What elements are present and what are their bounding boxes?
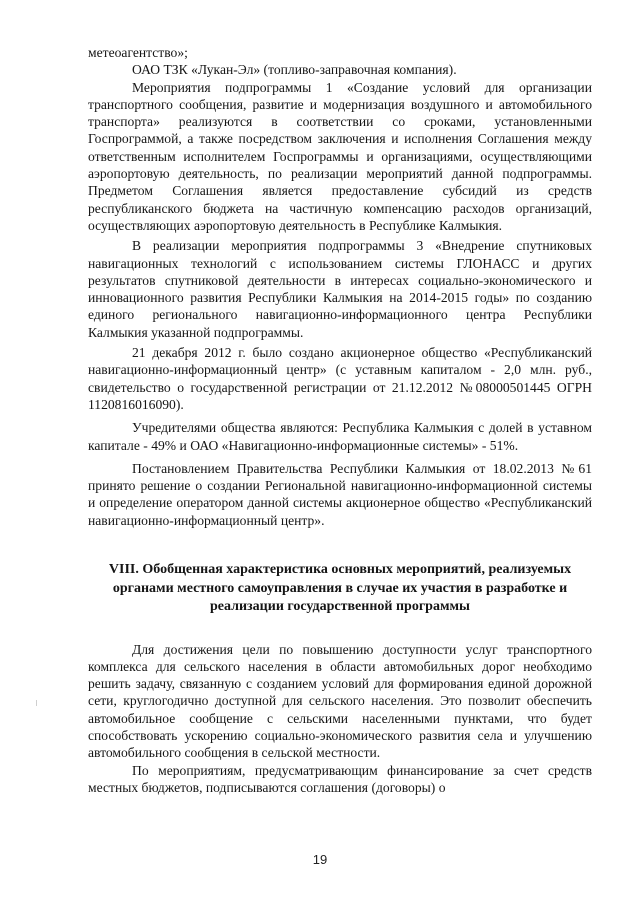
scan-margin-mark bbox=[36, 700, 37, 706]
section-paragraph-2: По мероприятиям, предусматривающим финансирование за счет средств местных бюджетов, подписываются соглашения (договоры) о bbox=[88, 762, 592, 795]
document-body bbox=[88, 44, 592, 796]
paragraph-2: ОАО ТЗК «Лукан-Эл» (топливо-заправочная компания). bbox=[132, 62, 457, 78]
section-paragraph-1: Для достижения цели по повышению доступности услуг транспортного комплекса для сельского населения в области автомобильных дорог необходимо решить задачу, связанную с созданием условий для формирования единой дорожной сети, круглогодично доступной для сельского населения. Это позволит обеспечить автомобильное сообщение с сельскими населенными пунктами, что будет способствовать ускорению социально-экономического развития села и улучшению автомобильного сообщения в сельской местности. bbox=[88, 641, 592, 761]
page-number: 19 bbox=[312, 852, 328, 867]
paragraph-1: метеоагентство»; bbox=[88, 45, 188, 60]
paragraph-7: Постановлением Правительства Республики Калмыкия от 18.02.2013 №61 принято решение о создании Региональной навигационно-информационной системы и определение оператором данной системы акционерное общество «Республиканский навигационно-информационный центр». bbox=[88, 460, 592, 528]
paragraph-6: Учредителями общества являются: Республика Калмыкия с долей в уставном капитале - 49% и ОАО «Навигационно-информационные системы» - 51%. bbox=[88, 420, 592, 453]
section-heading: VIII. Обобщенная характеристика основных мероприятий, реализуемых органами местного самоуправления в случае их участия в разработке и реализации государственной программы bbox=[108, 562, 572, 615]
paragraph-5: 21 декабря 2012 г. было создано акционерное общество «Республиканский навигационно-информационный центр» (с уставным капиталом - 2,0 млн. руб., свидетельство о государственной регистрации от 21.12.2012 №08000501445 ОГРН 1120816016090). bbox=[88, 345, 592, 412]
paragraph-3: Мероприятия подпрограммы 1 «Создание условий для организации транспортного сообщения, развитие и модернизация воздушного и автомобильного транспорта» реализуются в соответствии со сроками, установленными Госпрограммой, а также посредством заключения и исполнения Соглашения между ответственным исполнителем Госпрограммы и организациями, осуществляющими аэропортовую деятельность, по реализации мероприятий данной подпрограммы. Предметом Соглашения является предоставление субсидий из средств республиканского бюджета на частичную компенсацию расходов организаций, осуществляющих аэропортовую деятельность в Республике Калмыкия. bbox=[88, 79, 592, 233]
paragraph-4: В реализации мероприятия подпрограммы 3 «Внедрение спутниковых навигационных технологий с использованием системы ГЛОНАСС и других результатов спутниковой деятельности в интересах социально-экономического и инновационного развития Республики Калмыкия на 2014-2015 годы» по созданию единого регионального навигационно-информационного центра Республики Калмыкия указанной подпрограммы. bbox=[88, 238, 592, 340]
